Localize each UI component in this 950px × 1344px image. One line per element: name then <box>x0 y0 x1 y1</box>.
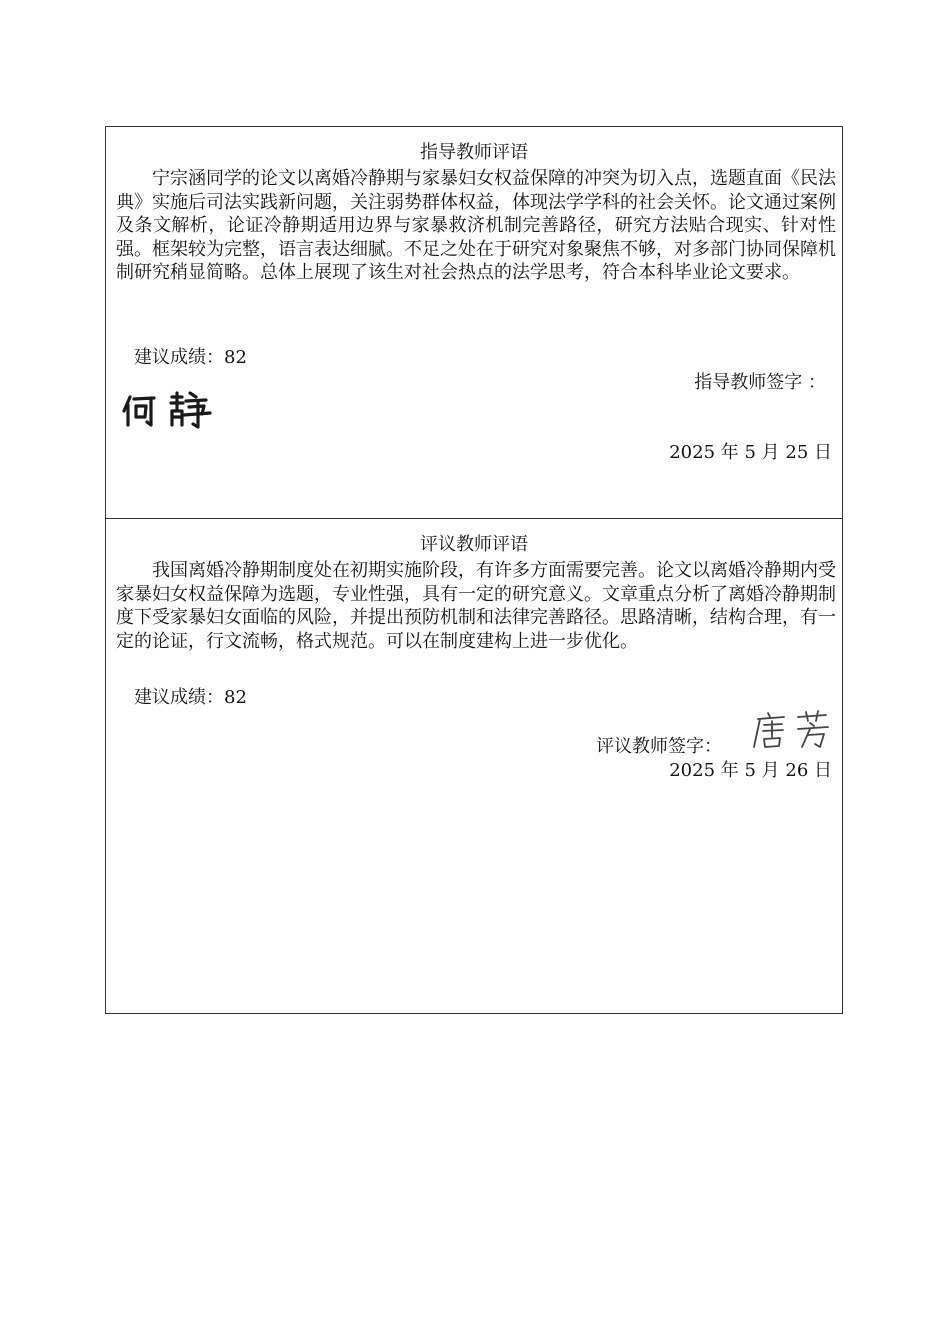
reviewer-grade: 建议成绩：82 <box>134 687 247 708</box>
reviewer-handwritten-signature <box>750 709 834 751</box>
advisor-date: 2025 年 5 月 25 日 <box>669 442 832 463</box>
advisor-comment-text: 宁宗涵同学的论文以离婚冷静期与家暴妇女权益保障的冲突为切入点，选题直面《民法典》实施后司法实践新问题，关注弱势群体权益，体现法学学科的社会关怀。论文通过案例及条文解析，论证冷静期适用边界与家暴救济机制完善路径，研究方法贴合现实、针对性强。框架较为完整，语言表达细腻。不足之处在于研究对象聚焦不够，对多部门协同保障机制研究稍显简略。总体上展现了该生对社会热点的法学思考，符合本科毕业论文要求。 <box>116 168 836 283</box>
evaluation-form <box>105 126 843 1014</box>
reviewer-signature-label: 评议教师签字： <box>596 736 722 757</box>
advisor-comment-section <box>106 127 842 519</box>
advisor-handwritten-signature <box>120 389 220 431</box>
advisor-signature-label: 指导教师签字 ： <box>694 372 826 393</box>
reviewer-date: 2025 年 5 月 26 日 <box>669 760 832 781</box>
reviewer-section-title: 评议教师评语 <box>420 534 528 555</box>
reviewer-comment-text: 我国离婚冷静期制度处在初期实施阶段，有许多方面需要完善。论文以离婚冷静期内受家暴妇女权益保障为选题，专业性强，具有一定的研究意义。文章重点分析了离婚冷静期制度下受家暴妇女面临的风险，并提出预防机制和法律完善路径。思路清晰，结构合理，有一定的论证，行文流畅，格式规范。可以在制度建构上进一步优化。 <box>116 560 836 652</box>
advisor-grade: 建议成绩：82 <box>134 347 247 368</box>
advisor-section-title: 指导教师评语 <box>420 142 528 163</box>
reviewer-comment-section <box>106 519 842 1013</box>
